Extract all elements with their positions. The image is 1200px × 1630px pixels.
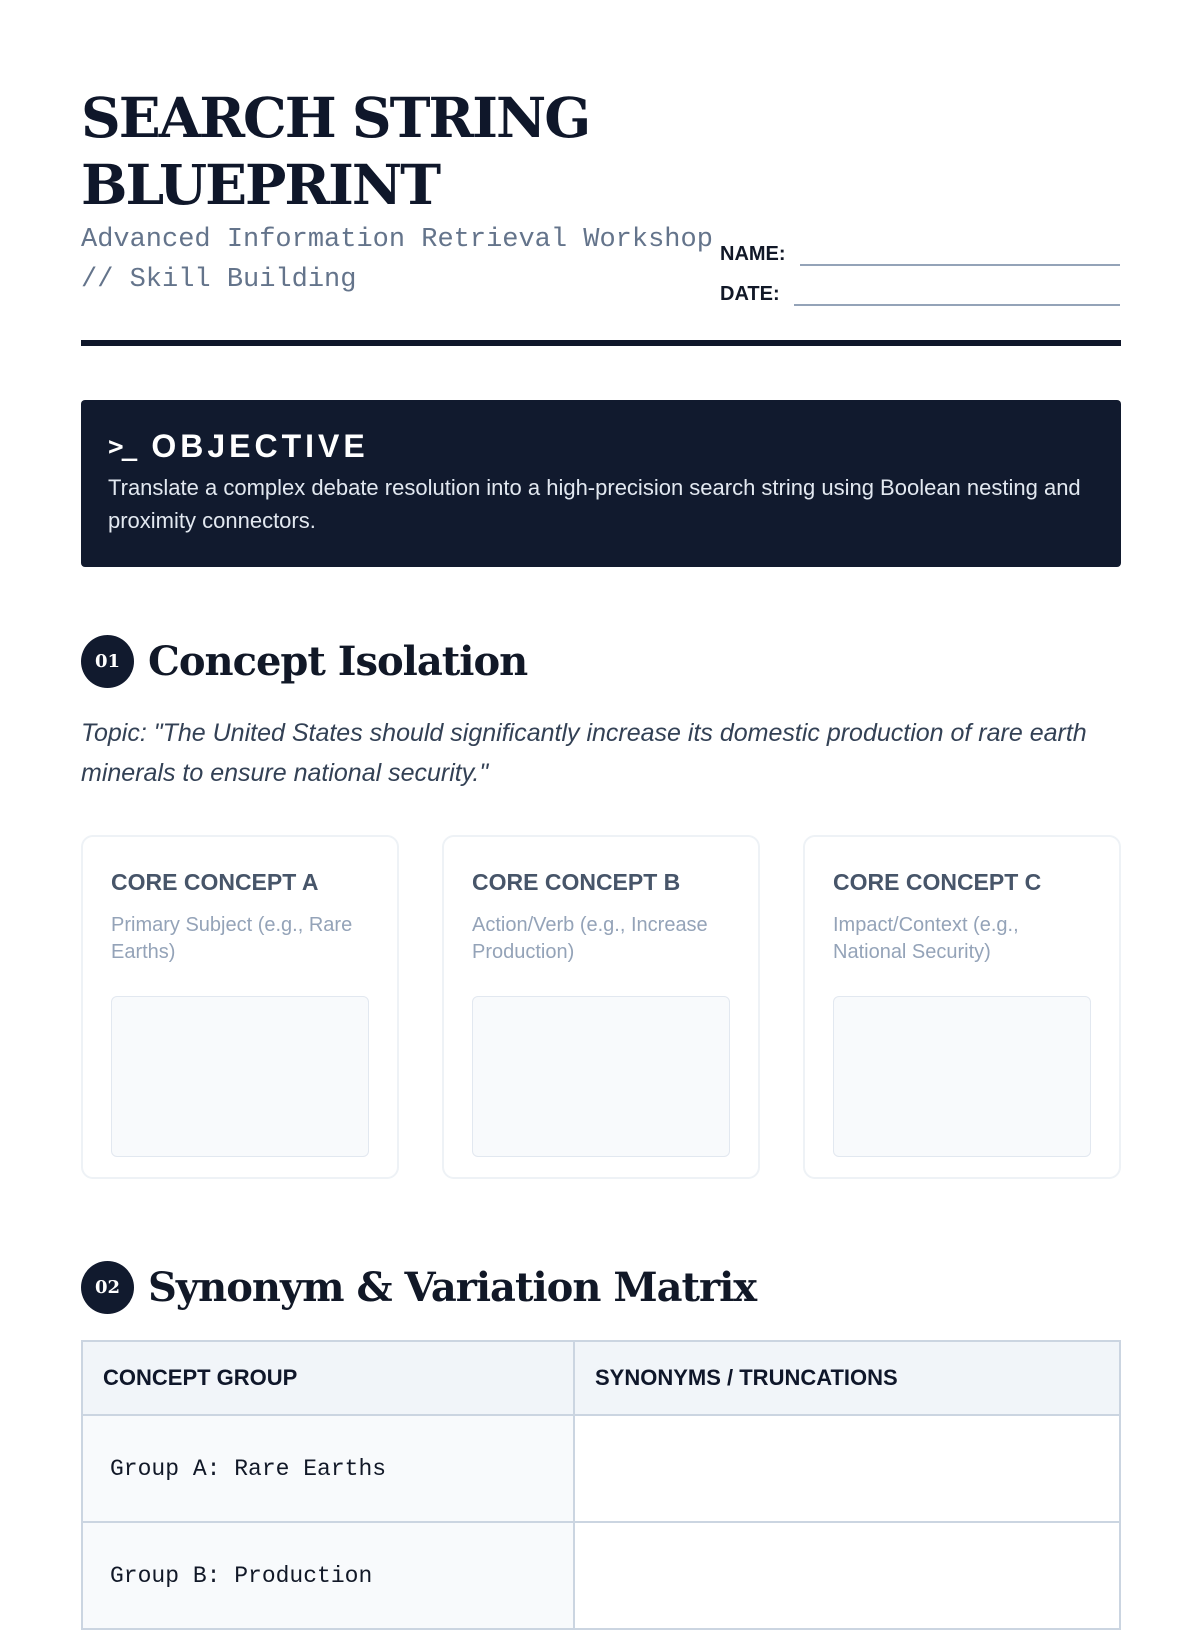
synonyms-input-cell[interactable] — [574, 1415, 1120, 1522]
section-title: Concept Isolation — [148, 638, 528, 685]
date-field — [720, 272, 1120, 312]
synonyms-input-cell[interactable] — [574, 1522, 1120, 1629]
card-title: CORE CONCEPT A — [111, 869, 319, 895]
date-input-line[interactable] — [794, 276, 1120, 306]
concept-card-a — [81, 835, 399, 1179]
page-subtitle: Advanced Information Retrieval Workshop // Skill Building — [81, 225, 713, 295]
card-description: Action/Verb (e.g., Increase Production) — [472, 914, 708, 963]
concept-b-answer-box[interactable] — [472, 996, 730, 1157]
table-header-row — [82, 1341, 1120, 1415]
column-header-concept-group: CONCEPT GROUP — [82, 1341, 574, 1415]
section-title: Synonym & Variation Matrix — [148, 1264, 757, 1311]
concept-group-cell: Group A: Rare Earths — [82, 1415, 574, 1522]
objective-text: Translate a complex debate resolution into a high-precision search string using Boolean nesting and proximity connectors. — [108, 475, 1081, 533]
column-header-synonyms: SYNONYMS / TRUNCATIONS — [574, 1341, 1120, 1415]
name-label: NAME: — [720, 243, 786, 265]
concept-card-c — [803, 835, 1121, 1179]
date-label: DATE: — [720, 283, 780, 305]
table-row — [82, 1415, 1120, 1522]
student-fields — [720, 232, 1120, 312]
card-title: CORE CONCEPT C — [833, 869, 1042, 895]
card-description: Impact/Context (e.g., National Security) — [833, 914, 1019, 963]
concept-card-b — [442, 835, 760, 1179]
header-divider — [81, 340, 1121, 346]
section-header-synonym-matrix — [81, 1261, 756, 1314]
topic-statement: Topic: "The United States should significantly increase its domestic production of rare earth minerals to ensure national security." — [81, 719, 1087, 787]
section-header-concept-isolation — [81, 635, 527, 688]
concept-a-answer-box[interactable] — [111, 996, 369, 1157]
objective-title: OBJECTIVE — [151, 428, 369, 464]
concept-group-cell: Group B: Production — [82, 1522, 574, 1629]
section-number-badge: 02 — [81, 1261, 134, 1314]
objective-heading — [108, 428, 1094, 465]
synonym-matrix-table — [81, 1340, 1121, 1630]
name-field — [720, 232, 1120, 272]
card-description: Primary Subject (e.g., Rare Earths) — [111, 914, 353, 963]
concept-cards — [81, 835, 1121, 1179]
concept-c-answer-box[interactable] — [833, 996, 1091, 1157]
objective-panel — [81, 400, 1121, 567]
page-title: SEARCH STRING BLUEPRINT — [81, 85, 590, 217]
section-number-badge: 01 — [81, 635, 134, 688]
table-row — [82, 1522, 1120, 1629]
name-input-line[interactable] — [800, 236, 1120, 266]
card-title: CORE CONCEPT B — [472, 869, 681, 895]
terminal-prompt-icon: >_ — [108, 431, 136, 462]
